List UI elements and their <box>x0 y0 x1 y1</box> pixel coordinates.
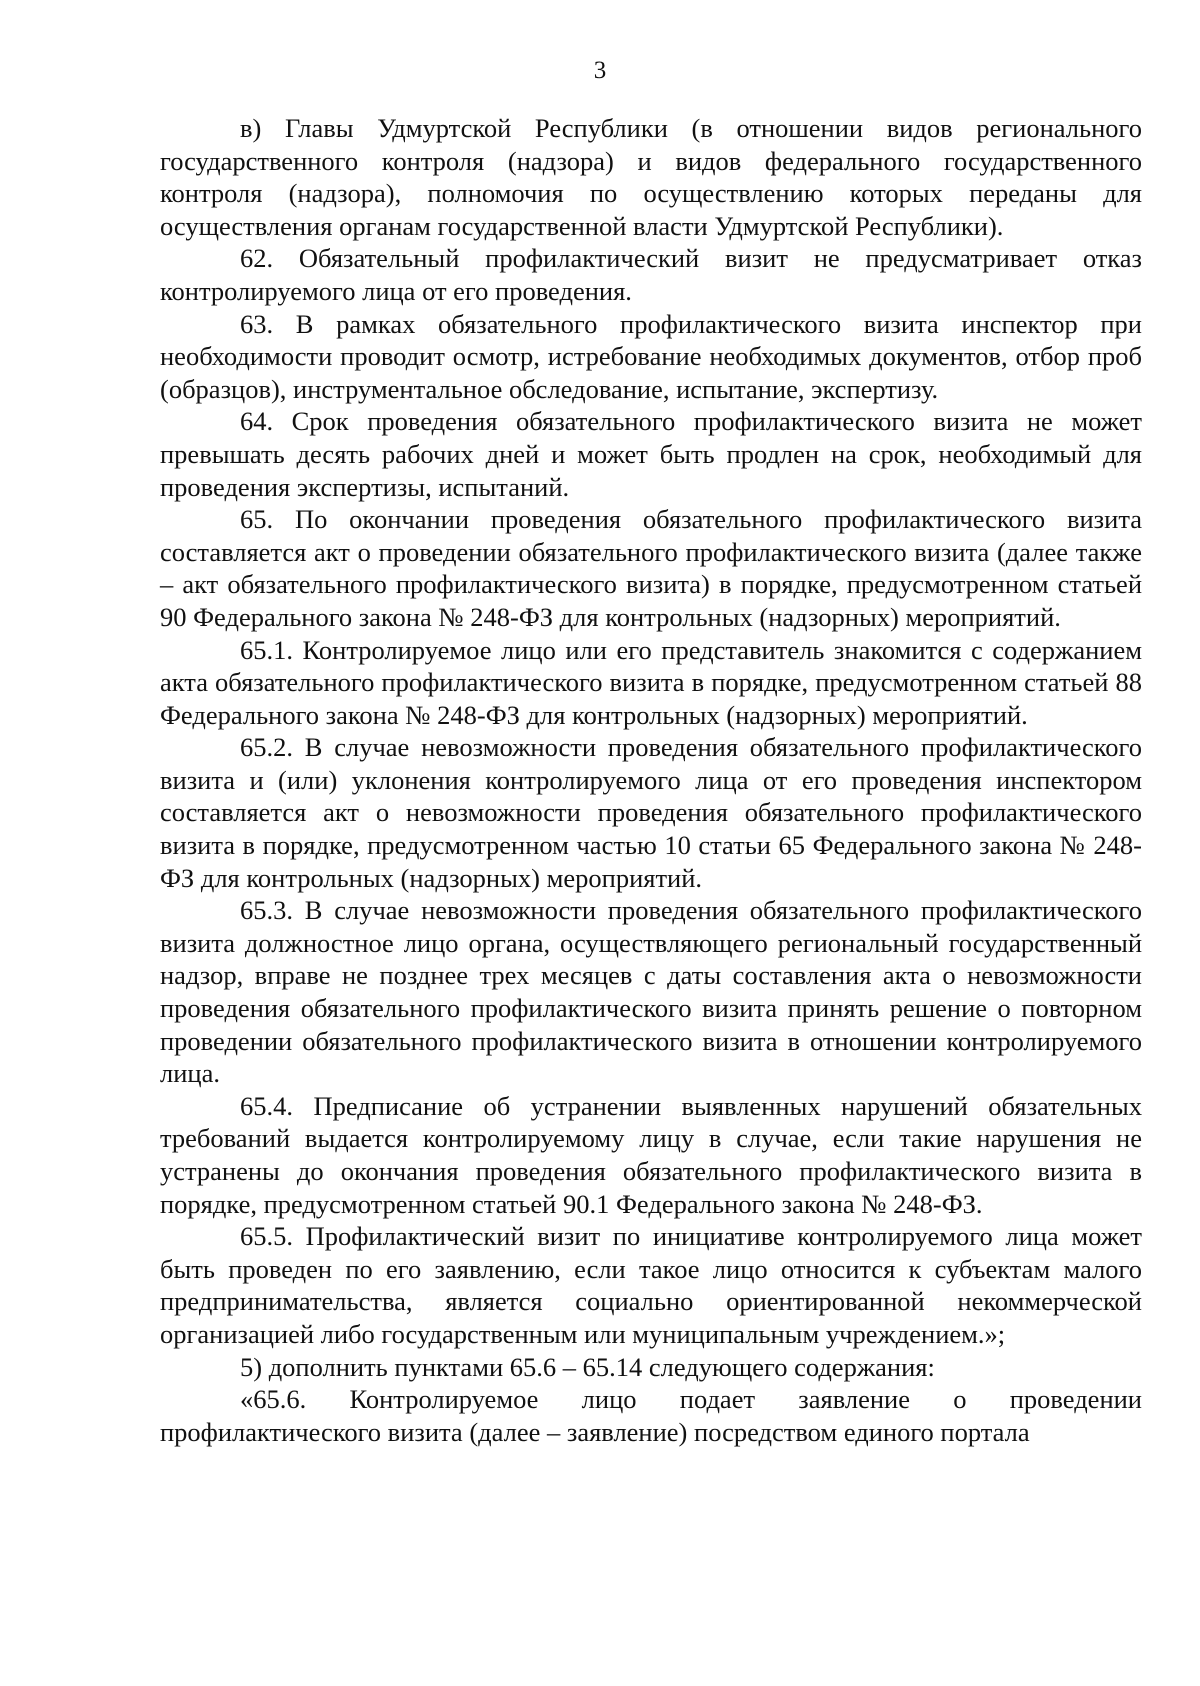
paragraph-65-2: 65.2. В случае невозможности проведения обязательного профилактического визита и (или) уклонения контролируемого лица от его проведения инспектором составляется акт о невозможности проведения обязательного профилактического визита в порядке, предусмотренном частью 10 статьи 65 Федерального закона № 248-ФЗ для контрольных (надзорных) мероприятий. <box>160 732 1142 893</box>
paragraph-65-1: 65.1. Контролируемое лицо или его представитель знакомится с содержанием акта обязательного профилактического визита в порядке, предусмотренном статьей 88 Федерального закона № 248-ФЗ для контрольных (надзорных) мероприятий. <box>160 634 1142 730</box>
paragraph-65: 65. По окончании проведения обязательного профилактического визита составляется акт о проведении обязательного профилактического визита (далее также – акт обязательного профилактического визита) в порядке, предусмотренном статьей 90 Федерального закона № 248-ФЗ для контрольных (надзорных) мероприятий. <box>160 504 1142 632</box>
paragraph-65-3: 65.3. В случае невозможности проведения обязательного профилактического визита должностное лицо органа, осуществляющего региональный государственный надзор, вправе не позднее трех месяцев с даты составления акта о невозможности проведения обязательного профилактического визита принять решение о повторном проведении обязательного профилактического визита в отношении контролируемого лица. <box>160 895 1142 1089</box>
paragraph-65-5: 65.5. Профилактический визит по инициативе контролируемого лица может быть проведен по его заявлению, если такое лицо относится к субъектам малого предпринимательства, является социально ориентированной некоммерческой организацией либо государственным или муниципальным учреждением.»; <box>160 1221 1142 1349</box>
paragraph-65-6: «65.6. Контролируемое лицо подает заявление о проведении профилактического визита (далее – заявление) посредством единого портала <box>160 1384 1142 1447</box>
paragraph-65-4: 65.4. Предписание об устранении выявленных нарушений обязательных требований выдается контролируемому лицу в случае, если такие нарушения не устранены до окончания проведения обязательного профилактического визита в порядке, предусмотренном статьей 90.1 Федерального закона № 248-ФЗ. <box>160 1090 1142 1219</box>
paragraph-62: 62. Обязательный профилактический визит не предусматривает отказ контролируемого лица от его проведения. <box>160 243 1142 306</box>
paragraph-63: 63. В рамках обязательного профилактического визита инспектор при необходимости проводит осмотр, истребование необходимых документов, отбор проб (образцов), инструментальное обследование, испытание, экспертизу. <box>160 308 1142 404</box>
paragraph-v-head: в) Главы Удмуртской Республики (в отношении видов регионального государственного контроля (надзора) и видов федерального государственного контроля (надзора), полномочия по осуществлению которых переданы для осуществления органам государственной власти Удмуртской Республики). <box>160 113 1142 241</box>
document-body <box>160 112 1142 1448</box>
paragraph-64: 64. Срок проведения обязательного профилактического визита не может превышать десять рабочих дней и может быть продлен на срок, необходимый для проведения экспертизы, испытаний. <box>160 406 1142 502</box>
page-number: 3 <box>593 57 607 84</box>
paragraph-item-5: 5) дополнить пунктами 65.6 – 65.14 следующего содержания: <box>240 1351 935 1382</box>
